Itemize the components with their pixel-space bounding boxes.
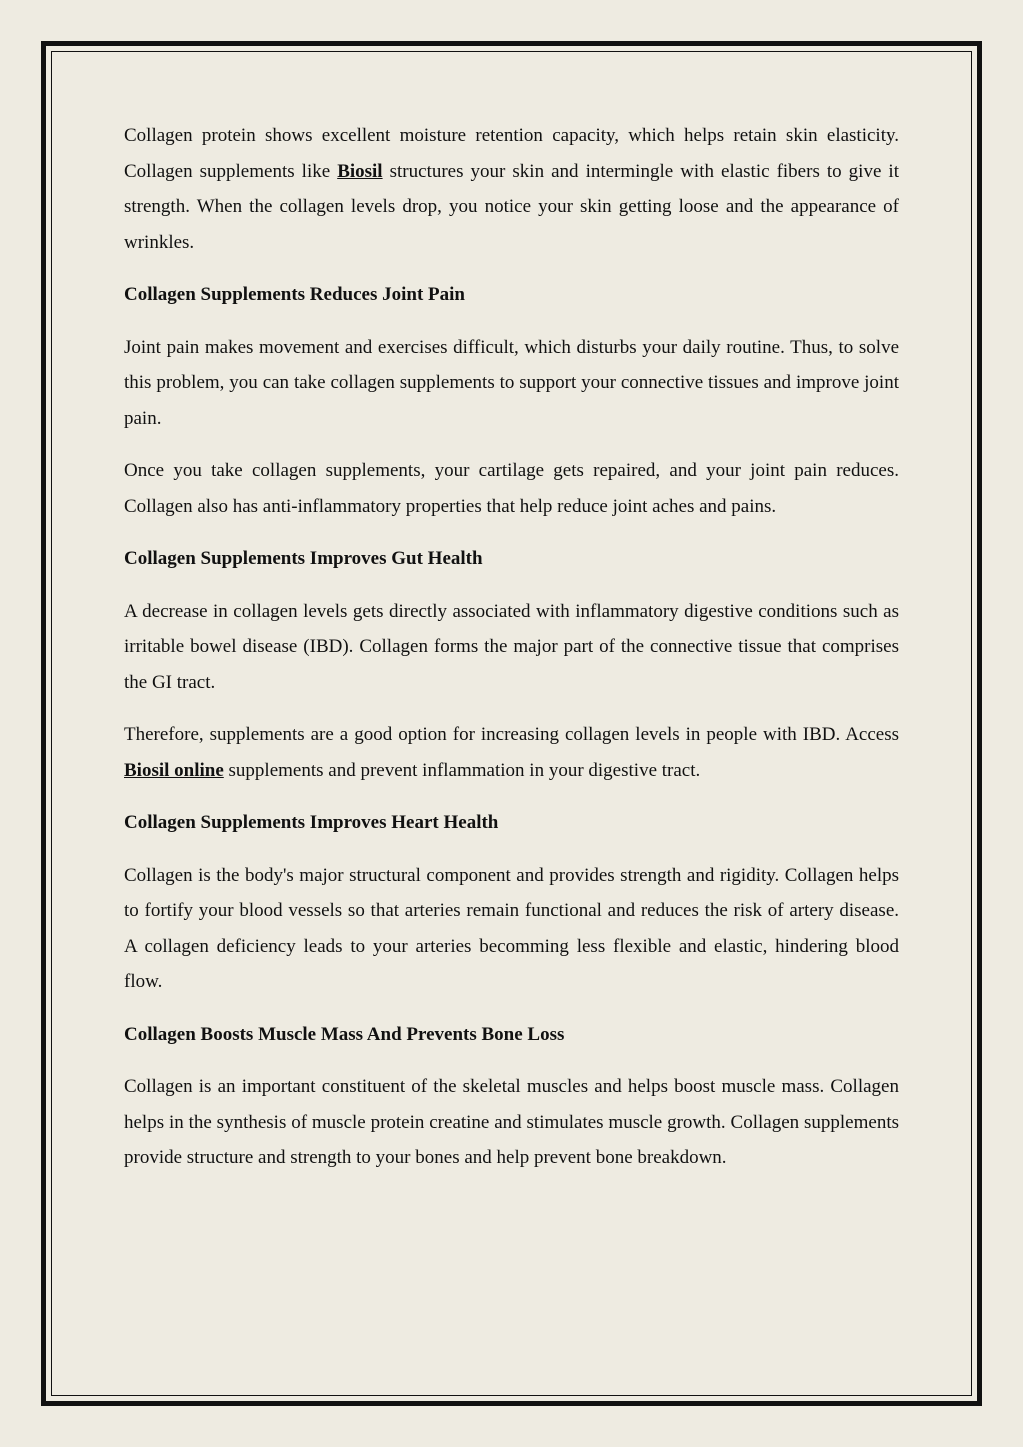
paragraph-skin-elasticity: Collagen protein shows excellent moisture retention capacity, which helps retain skin elasticity. Collagen supplements like Biosil structures your skin and intermingle with elastic fibers to give it strength. When the collagen levels drop, you notice your skin getting loose and the appearance of wrinkles.: [124, 125, 899, 253]
heading-gut-health: Collagen Supplements Improves Gut Health: [124, 548, 483, 569]
paragraph-ibd-supplements: Therefore, supplements are a good option for increasing collagen levels in people with IBD. Access Biosil online supplements and prevent inflammation in your digestive tract.: [124, 724, 899, 781]
document-body: [124, 118, 899, 1193]
heading-heart-health: Collagen Supplements Improves Heart Health: [124, 812, 499, 833]
paragraph-joint-pain: Joint pain makes movement and exercises difficult, which disturbs your daily routine. Thus, to solve this problem, you can take collagen supplements to support your connective tissues and improve joint pain.: [124, 336, 899, 429]
heading-joint-pain: Collagen Supplements Reduces Joint Pain: [124, 284, 465, 305]
paragraph-muscle-bone: Collagen is an important constituent of the skeletal muscles and helps boost muscle mass. Collagen helps in the synthesis of muscle protein creatine and stimulates muscle growth. Collagen supplements provide structure and strength to your bones and help prevent bone breakdown.: [124, 1076, 899, 1168]
biosil-link[interactable]: Biosil: [337, 160, 383, 182]
paragraph-heart-health: Collagen is the body's major structural component and provides strength and rigidity. Collagen helps to fortify your blood vessels so that arteries remain functional and reduces the risk of artery disease. A collagen deficiency leads to your arteries becomming less flexible and elastic, hindering blood flow.: [124, 864, 899, 992]
biosil-online-link[interactable]: Biosil online: [124, 759, 224, 781]
paragraph-gut-health: A decrease in collagen levels gets directly associated with inflammatory digestive conditions such as irritable bowel disease (IBD). Collagen forms the major part of the connective tissue that comprises the GI tract.: [124, 600, 899, 693]
heading-muscle-bone: Collagen Boosts Muscle Mass And Prevents Bone Loss: [124, 1023, 565, 1045]
paragraph-cartilage: Once you take collagen supplements, your cartilage gets repaired, and your joint pain reduces. Collagen also has anti-inflammatory properties that help reduce joint aches and pains.: [124, 460, 899, 517]
